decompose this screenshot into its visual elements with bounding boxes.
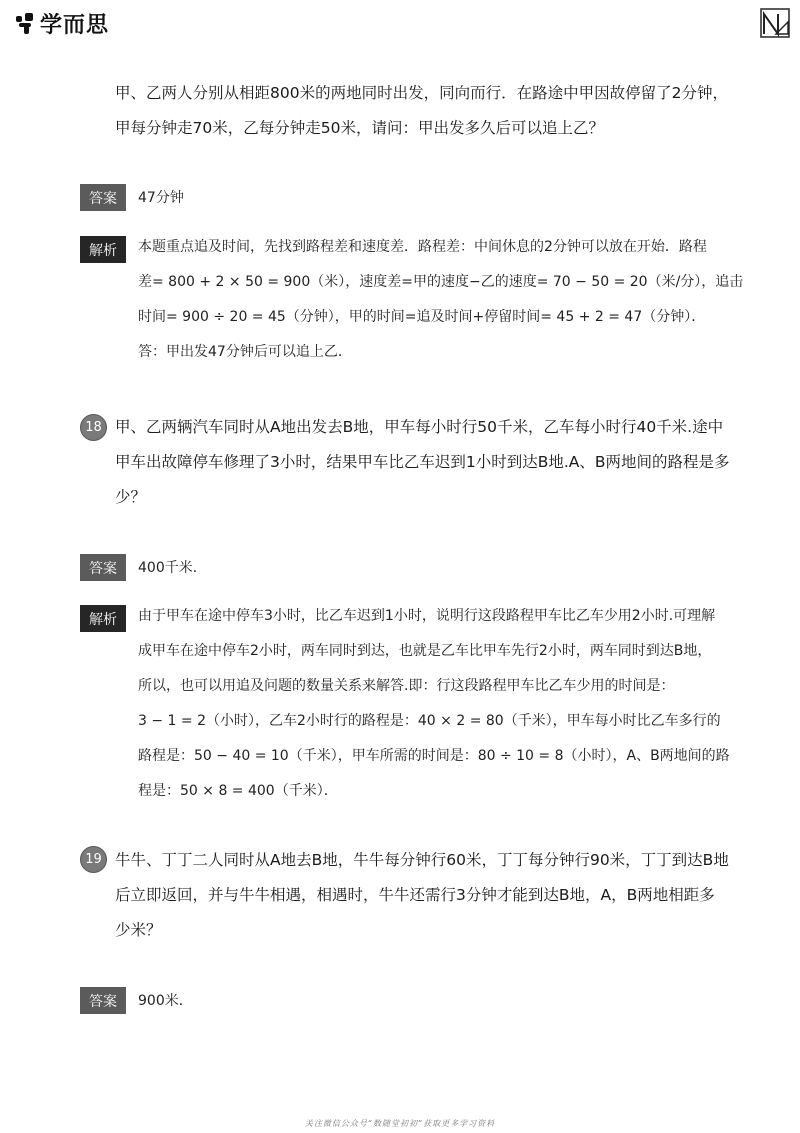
answer-label: 答案 [80,184,126,211]
corner-emblem-icon [758,6,792,40]
problem-number-badge: 19 [80,846,107,873]
problem-17-analysis: 本题重点追及时间，先找到路程差和速度差．路程差：中间休息的2分钟可以放在开始．路程 差= 800 + 2 × 50 = 900（米），速度差=甲的速度−乙的速度= 70 − 50 = 20（米/分），追击 时间= 900 ÷ 20 = 45（分钟），甲的时间=追及时间+停留时间= 45 + 2 = 47（分钟）． 答：甲出发47分钟后可以追上乙． [138,239,744,360]
brand-logo [14,8,109,38]
problem-17-question: 甲、乙两人分别从相距800米的两地同时出发，同向而行．在路途中甲因故停留了2分钟， 甲每分钟走70米，乙每分钟走50米，请问：甲出发多久后可以追上乙？ [115,84,728,137]
logo-icon [14,12,36,34]
brand-name: 学而思 [40,12,110,38]
answer-label: 答案 [80,987,126,1014]
analysis-label: 解析 [80,605,126,632]
problem-17-answer: 47分钟 [138,190,184,206]
answer-label: 答案 [80,554,126,581]
analysis-label: 解析 [80,236,126,263]
problem-number-badge: 18 [80,414,107,441]
problem-19-answer: 900米． [138,993,193,1009]
problem-18-answer: 400千米． [138,560,207,576]
problem-19-question: 牛牛、丁丁二人同时从A地去B地，牛牛每分钟行60米，丁丁每分钟行90米，丁丁到达B地 后立即返回，并与牛牛相遇，相遇时，牛牛还需行3分钟才能到达B地，A，B两地相距多 少米？ [115,851,729,939]
footer-note: 关注微信公众号“数随堂初初”获取更多学习资料 [304,1119,496,1128]
problem-18-question: 甲、乙两辆汽车同时从A地出发去B地，甲车每小时行50千米，乙车每小时行40千米.途中 甲车出故障停车修理了3小时，结果甲车比乙车迟到1小时到达B地.A、B两地间的路程是多 少？ [115,418,730,506]
problem-18-analysis: 由于甲车在途中停车3小时，比乙车迟到1小时，说明行这段路程甲车比乙车少用2小时.可理解 成甲车在途中停车2小时，两车同时到达，也就是乙车比甲车先行2小时，两车同时到达B地， 所以，也可以用追及问题的数量关系来解答.即：行这段路程甲车比乙车少用的时间是： 3 − 1 = 2（小时），乙车2小时行的路程是：40 × 2 = 80（千米），甲车每小时比乙车多行的 路程是：50 − 40 = 10（千米），甲车所需的时间是：80 ÷ 10 = 8（小时），A、B两地间的路 程是：50 × 8 = 400（千米）． [138,608,730,799]
